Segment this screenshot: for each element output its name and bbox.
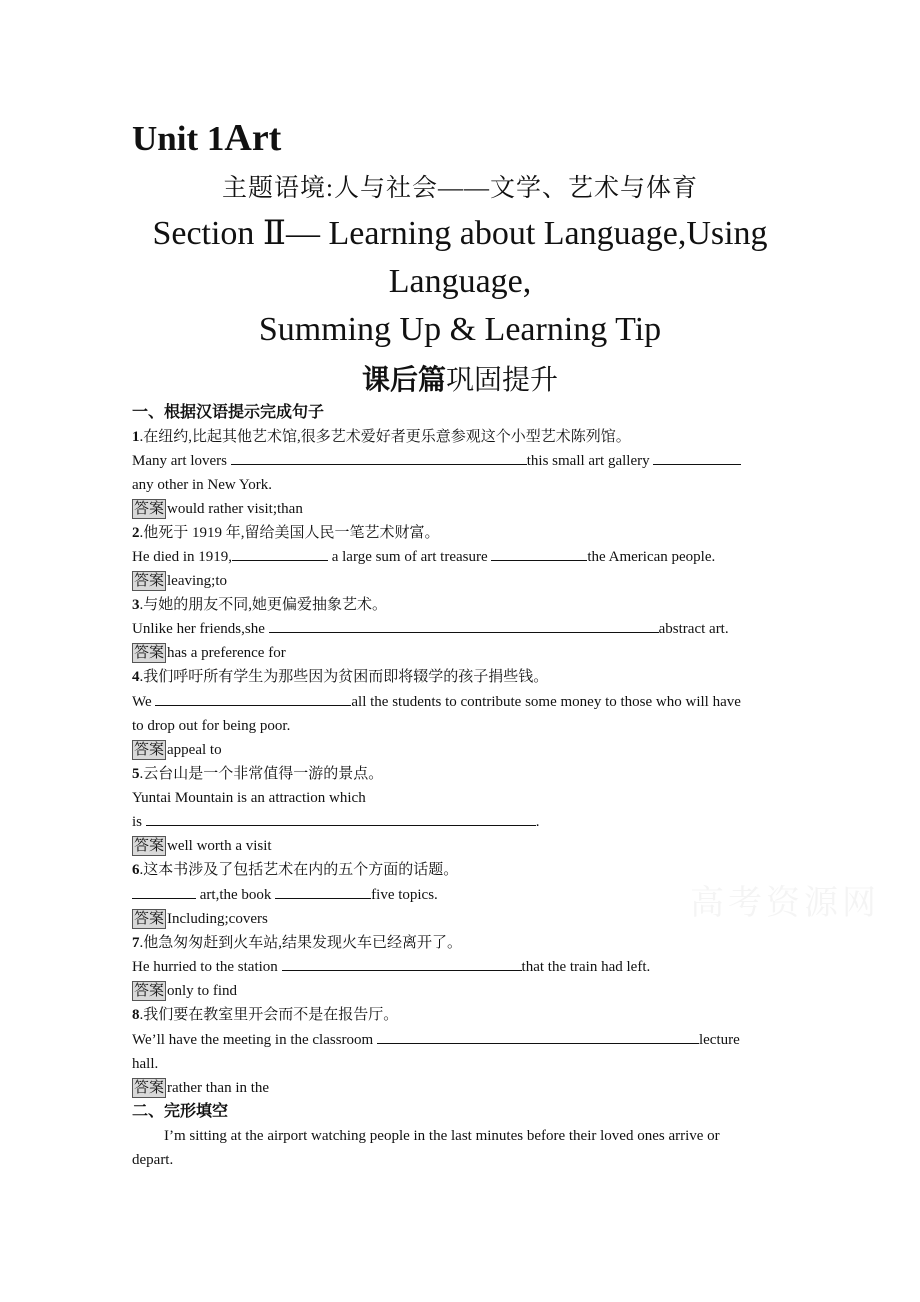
answer-text: leaving;to — [167, 573, 228, 589]
answer-badge: 答案 — [134, 645, 165, 661]
question-3-cn: 3.与她的朋友不同,她更偏爱抽象艺术。 — [132, 597, 388, 613]
q-num: 5 — [132, 766, 140, 782]
answer-2 — [132, 569, 227, 593]
question-5-cn: 5.云台山是一个非常值得一游的景点。 — [132, 766, 384, 782]
answer-text: would rather visit;than — [167, 501, 303, 517]
q-text: Many art lovers — [132, 453, 231, 469]
q-num: 4 — [132, 669, 140, 685]
q-text: 与她的朋友不同,她更偏爱抽象艺术。 — [143, 597, 388, 613]
q-num: 1 — [132, 429, 140, 445]
answer-badge: 答案 — [134, 501, 165, 517]
answer-blank[interactable] — [275, 884, 371, 899]
answer-badge: 答案 — [134, 911, 165, 927]
q-num: 7 — [132, 935, 140, 951]
q-text: this small art gallery — [526, 453, 654, 469]
q-text: a large sum of art treasure — [327, 549, 492, 565]
q-num: 3 — [132, 597, 140, 613]
q-text: We’ll have the meeting in the classroom — [132, 1032, 377, 1048]
answer-text: has a preference for — [167, 645, 286, 661]
question-6-cn: 6.这本书涉及了包括艺术在内的五个方面的话题。 — [132, 862, 459, 878]
answer-blank[interactable] — [232, 546, 328, 561]
q-text: 这本书涉及了包括艺术在内的五个方面的话题。 — [143, 862, 459, 878]
answer-text: well worth a visit — [167, 838, 272, 854]
question-4-cn: 4.我们呼吁所有学生为那些因为贫困而即将辍学的孩子捐些钱。 — [132, 669, 549, 685]
answer-badge: 答案 — [134, 573, 165, 589]
q-text: 在纽约,比起其他艺术馆,很多艺术爱好者更乐意参观这个小型艺术陈列馆。 — [143, 429, 631, 445]
part1-heading: 一、根据汉语提示完成句子 — [132, 404, 325, 421]
q-text: 云台山是一个非常值得一游的景点。 — [143, 766, 384, 782]
watermark: 高考资源网 — [690, 885, 880, 922]
q-text: 他死于 1919 年,留给美国人民一笔艺术财富。 — [143, 525, 440, 541]
answer-blank[interactable] — [155, 691, 351, 706]
answer-badge: 答案 — [134, 742, 165, 758]
answer-blank[interactable] — [377, 1029, 699, 1044]
question-2-cn: 2.他死于 1919 年,留给美国人民一笔艺术财富。 — [132, 525, 440, 541]
q-text: that the train had left. — [521, 959, 651, 975]
section-title-line2: Language, — [388, 263, 532, 300]
q-text: We — [132, 694, 156, 710]
question-2-en — [132, 545, 715, 569]
answer-3 — [132, 641, 286, 665]
question-8-en-cont: hall. — [132, 1056, 159, 1072]
answer-blank[interactable] — [231, 450, 527, 465]
q-text: is — [132, 814, 146, 830]
q-num: 2 — [132, 525, 140, 541]
answer-text: rather than in the — [167, 1080, 270, 1096]
answer-8 — [132, 1076, 269, 1100]
answer-1 — [132, 497, 303, 521]
practice-subtitle — [0, 358, 920, 398]
passage-line: depart. — [132, 1152, 174, 1168]
theme-context: 主题语境:人与社会——文学、艺术与体育 — [222, 175, 698, 202]
subtitle-normal: 巩固提升 — [446, 365, 559, 396]
answer-7 — [132, 979, 237, 1003]
question-5-en-cont — [132, 810, 540, 834]
answer-blank[interactable] — [132, 884, 196, 899]
question-1-en — [132, 449, 741, 473]
unit-name: Art — [224, 117, 282, 159]
q-text: five topics. — [371, 887, 438, 903]
q-text: abstract art. — [658, 621, 729, 637]
q-num: 6 — [132, 862, 140, 878]
question-7-en — [132, 955, 650, 979]
answer-badge: 答案 — [134, 983, 165, 999]
answer-4 — [132, 738, 222, 762]
q-text: Unlike her friends,she — [132, 621, 269, 637]
section-title-line3: Summing Up & Learning Tip — [258, 311, 662, 348]
question-6-en — [132, 883, 438, 907]
q-text: He hurried to the station — [132, 959, 282, 975]
answer-text: Including;covers — [167, 911, 268, 927]
part2-heading: 二、完形填空 — [132, 1103, 229, 1120]
answer-badge: 答案 — [134, 1080, 165, 1096]
question-1-cn: 1.在纽约,比起其他艺术馆,很多艺术爱好者更乐意参观这个小型艺术陈列馆。 — [132, 429, 631, 445]
unit-number: Unit 1 — [132, 119, 225, 158]
question-1-en-cont: any other in New York. — [132, 477, 272, 493]
q-text: . — [535, 814, 540, 830]
question-7-cn: 7.他急匆匆赶到火车站,结果发现火车已经离开了。 — [132, 935, 463, 951]
q-text: art,the book — [196, 887, 276, 903]
unit-title — [132, 116, 281, 160]
q-text: lecture — [698, 1032, 740, 1048]
passage-line: I’m sitting at the airport watching people in the last minutes before their loved ones arrive or — [164, 1128, 720, 1144]
question-4-en-cont: to drop out for being poor. — [132, 718, 291, 734]
answer-blank[interactable] — [269, 618, 659, 633]
answer-blank[interactable] — [282, 956, 522, 971]
answer-blank[interactable] — [653, 450, 741, 465]
section-title-line1: Section Ⅱ— Learning about Language,Using — [152, 215, 768, 252]
answer-blank[interactable] — [491, 546, 587, 561]
answer-badge: 答案 — [134, 838, 165, 854]
subtitle-bold: 课后篇 — [361, 365, 446, 396]
question-5-en: Yuntai Mountain is an attraction which — [132, 790, 366, 806]
answer-blank[interactable] — [146, 811, 536, 826]
q-num: 8 — [132, 1007, 140, 1023]
question-4-en — [132, 690, 741, 714]
q-text: 他急匆匆赶到火车站,结果发现火车已经离开了。 — [143, 935, 463, 951]
answer-5 — [132, 834, 272, 858]
answer-text: only to find — [167, 983, 238, 999]
q-text: all the students to contribute some money to those who will have — [351, 694, 741, 710]
question-3-en — [132, 617, 729, 641]
question-8-en — [132, 1028, 740, 1052]
answer-text: appeal to — [167, 742, 222, 758]
q-text: He died in 1919, — [132, 549, 232, 565]
q-text: 我们呼吁所有学生为那些因为贫困而即将辍学的孩子捐些钱。 — [143, 669, 549, 685]
q-text: the American people. — [587, 549, 716, 565]
q-text: 我们要在教室里开会而不是在报告厅。 — [143, 1007, 399, 1023]
answer-6 — [132, 907, 268, 931]
question-8-cn: 8.我们要在教室里开会而不是在报告厅。 — [132, 1007, 399, 1023]
